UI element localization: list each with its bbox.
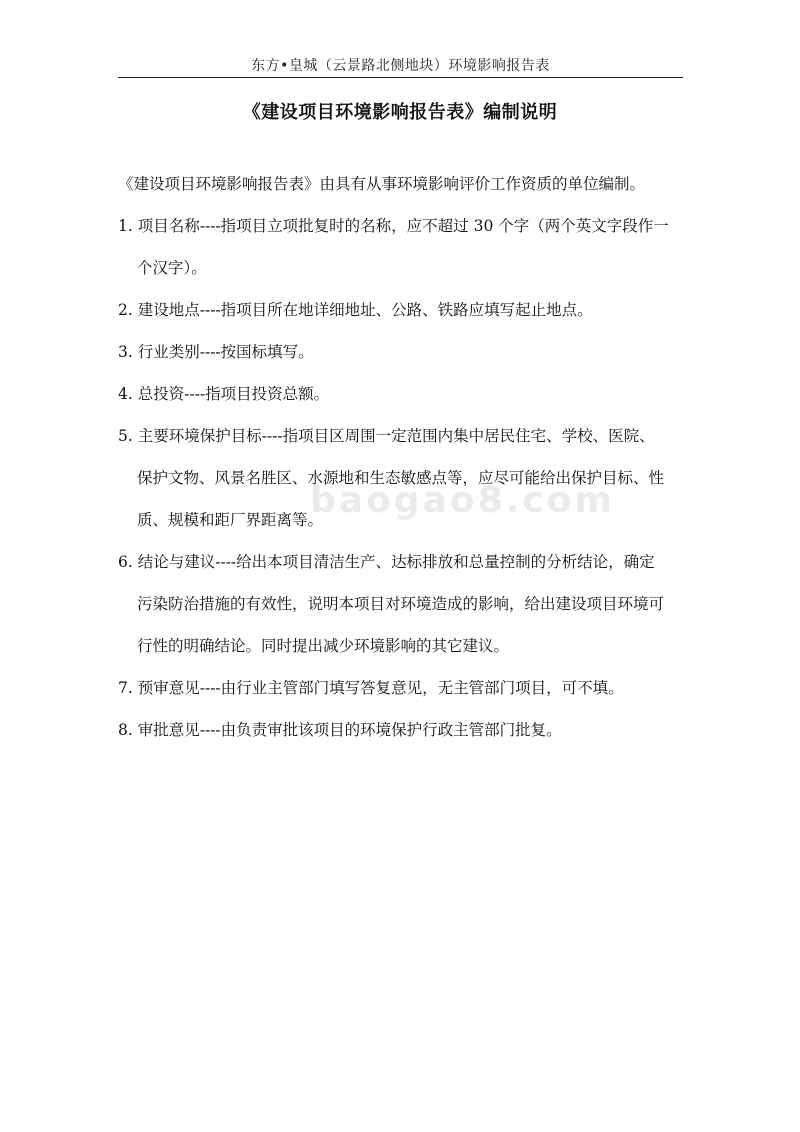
page-title: 《建设项目环境影响报告表》编制说明 xyxy=(242,102,558,123)
running-header: 东方•皇城（云景路北侧地块）环境影响报告表 xyxy=(251,58,550,74)
item-6-line-3: 行性的明确结论。同时提出减少环境影响的其它建议。 xyxy=(137,637,510,655)
item-5-line-1: 5. 主要环境保护目标----指项目区周围一定范围内集中居民住宅、学校、医院、 xyxy=(118,427,655,445)
item-4-line-1: 4. 总投资----指项目投资总额。 xyxy=(118,385,330,403)
item-5-line-2: 保护文物、风景名胜区、水源地和生态敏感点等，应尽可能给出保护目标、性 xyxy=(137,469,665,487)
header-rule xyxy=(118,77,683,78)
item-6-line-2: 污染防治措施的有效性，说明本项目对环境造成的影响，给出建设项目环境可 xyxy=(137,595,665,613)
watermark: baogao8.com xyxy=(310,480,615,521)
intro-paragraph: 《建设项目环境影响报告表》由具有从事环境影响评价工作资质的单位编制。 xyxy=(118,175,646,193)
item-6-line-1: 6. 结论与建议----给出本项目清洁生产、达标排放和总量控制的分析结论，确定 xyxy=(118,553,655,571)
item-3-line-1: 3. 行业类别----按国标填写。 xyxy=(118,343,314,361)
item-7-line-1: 7. 预审意见----由行业主管部门填写答复意见，无主管部门项目，可不填。 xyxy=(118,679,624,697)
item-1-line-1: 1. 项目名称----指项目立项批复时的名称，应不超过 30 个字（两个英文字段作一 xyxy=(118,217,669,235)
item-5-line-3: 质、规模和距厂界距离等。 xyxy=(137,511,324,529)
item-1-line-2: 个汉字）。 xyxy=(137,259,207,277)
item-2-line-1: 2. 建设地点----指项目所在地详细地址、公路、铁路应填写起止地点。 xyxy=(118,301,593,319)
item-8-line-1: 8. 审批意见----由负责审批该项目的环境保护行政主管部门批复。 xyxy=(118,721,562,739)
